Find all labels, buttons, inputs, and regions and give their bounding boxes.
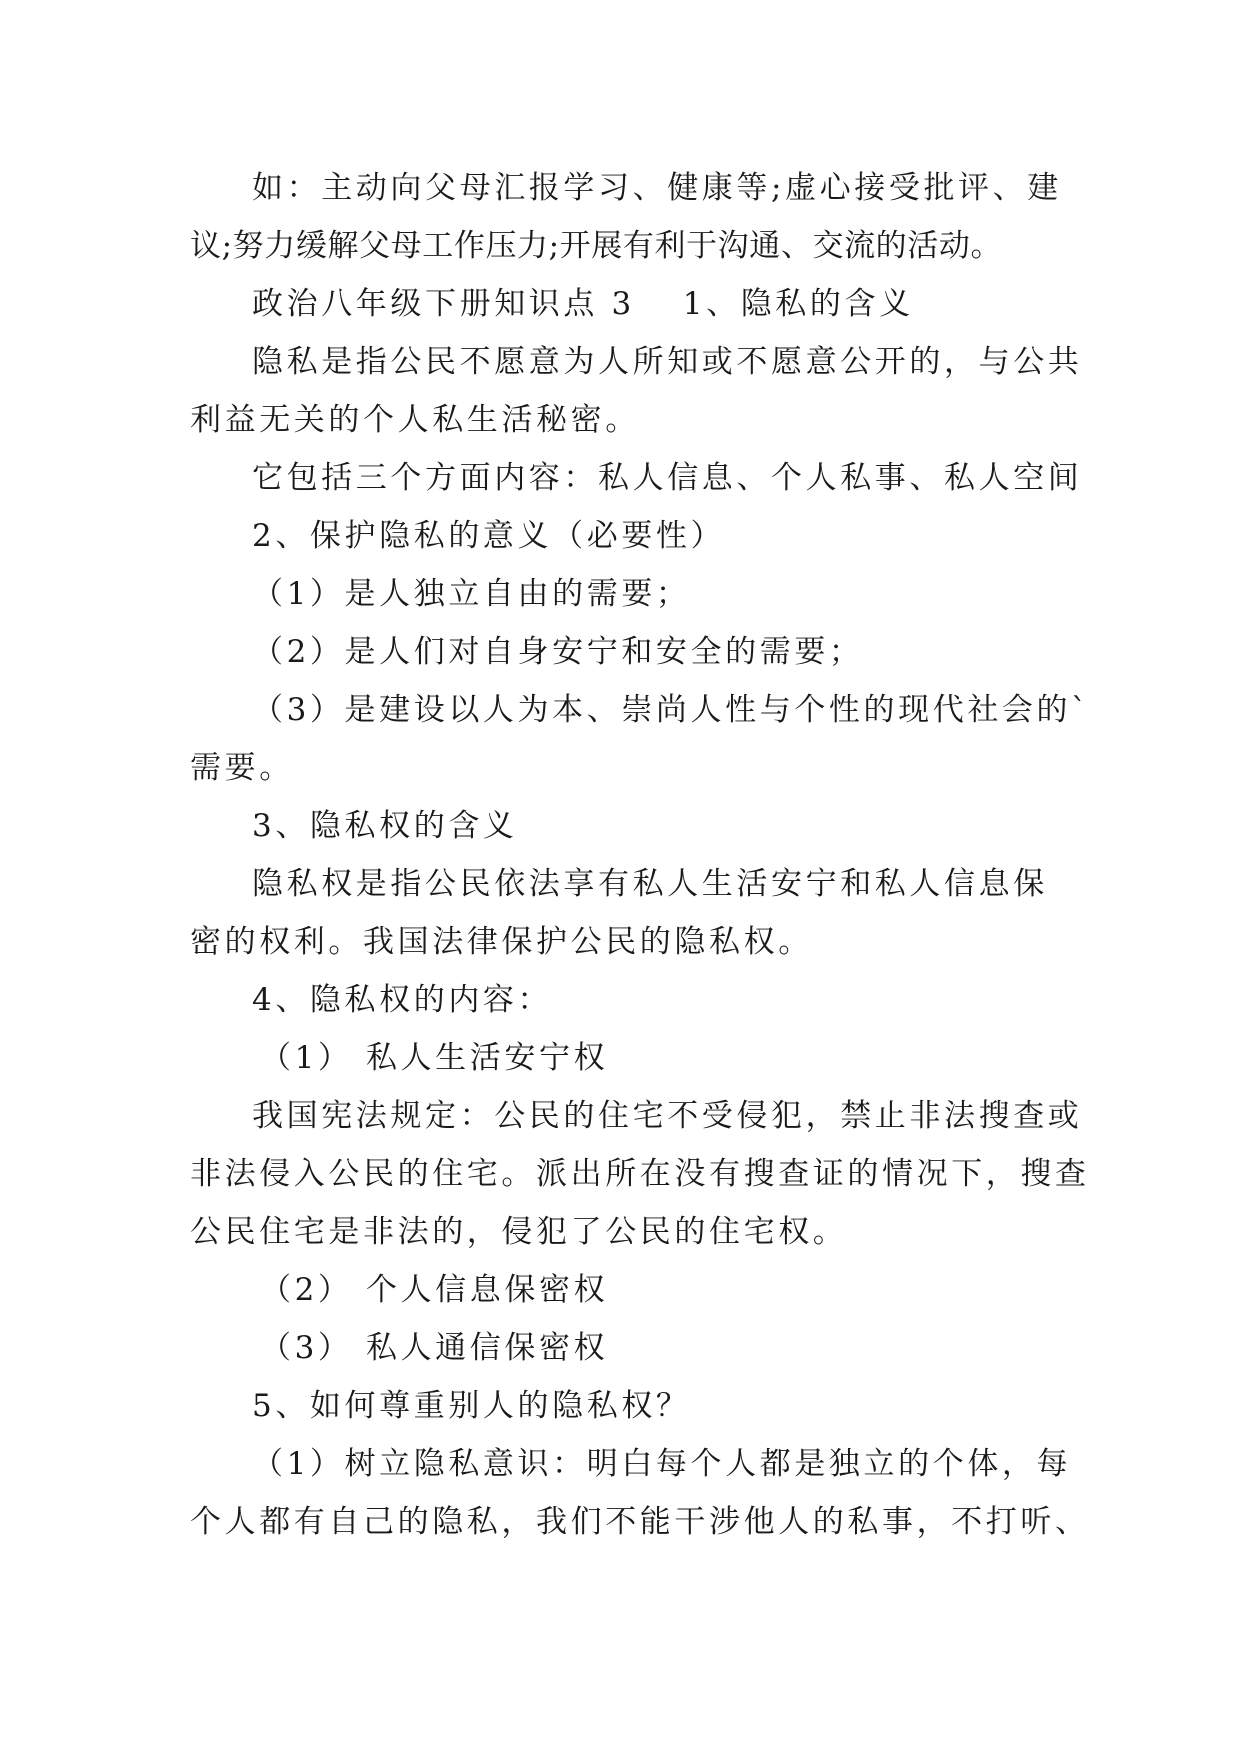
text-line: 隐私是指公民不愿意为人所知或不愿意公开的，与公共	[252, 344, 1083, 380]
text-line: 个人都有自己的隐私，我们不能干涉他人的私事，不打听、	[190, 1504, 1090, 1540]
subsection-heading: 5、如何尊重别人的隐私权？	[252, 1388, 691, 1424]
list-item: （2） 个人信息保密权	[260, 1272, 609, 1308]
subsection-heading: 2、保护隐私的意义（必要性）	[252, 518, 726, 554]
section-heading-line	[190, 275, 1070, 333]
text-line: 非法侵入公民的住宅。派出所在没有搜查证的情况下，搜查	[190, 1156, 1090, 1192]
text-line: 利益无关的个人私生活秘密。	[190, 402, 640, 438]
list-item: （1）树立隐私意识：明白每个人都是独立的个体，每	[252, 1446, 1072, 1482]
section-title: 政治八年级下册知识点 3	[252, 286, 635, 322]
subsection-heading: 4、隐私权的内容：	[252, 982, 553, 1018]
text-line: 如：主动向父母汇报学习、健康等;虚心接受批评、建	[252, 170, 1062, 206]
list-item: （3）是建设以人为本、崇尚人性与个性的现代社会的`	[252, 692, 1091, 728]
subsection-heading: 1、隐私的含义	[682, 286, 914, 322]
list-item: （2）是人们对自身安宁和安全的需要；	[252, 634, 864, 670]
text-line: 需要。	[190, 750, 294, 786]
text-line: 公民住宅是非法的，侵犯了公民的住宅权。	[190, 1214, 848, 1250]
list-item: （1）是人独立自由的需要；	[252, 576, 691, 612]
text-line: 隐私权是指公民依法享有私人生活安宁和私人信息保	[252, 866, 1048, 902]
text-line: 我国宪法规定：公民的住宅不受侵犯，禁止非法搜查或	[252, 1098, 1083, 1134]
text-line: 议;努力缓解父母工作压力;开展有利于沟通、交流的活动。	[190, 228, 1003, 264]
list-item: （1） 私人生活安宁权	[260, 1040, 609, 1076]
text-line: 密的权利。我国法律保护公民的隐私权。	[190, 924, 813, 960]
subsection-heading: 3、隐私权的含义	[252, 808, 518, 844]
list-item: （3） 私人通信保密权	[260, 1330, 609, 1366]
document-body	[190, 159, 1091, 1551]
text-line: 它包括三个方面内容：私人信息、个人私事、私人空间	[252, 460, 1083, 496]
